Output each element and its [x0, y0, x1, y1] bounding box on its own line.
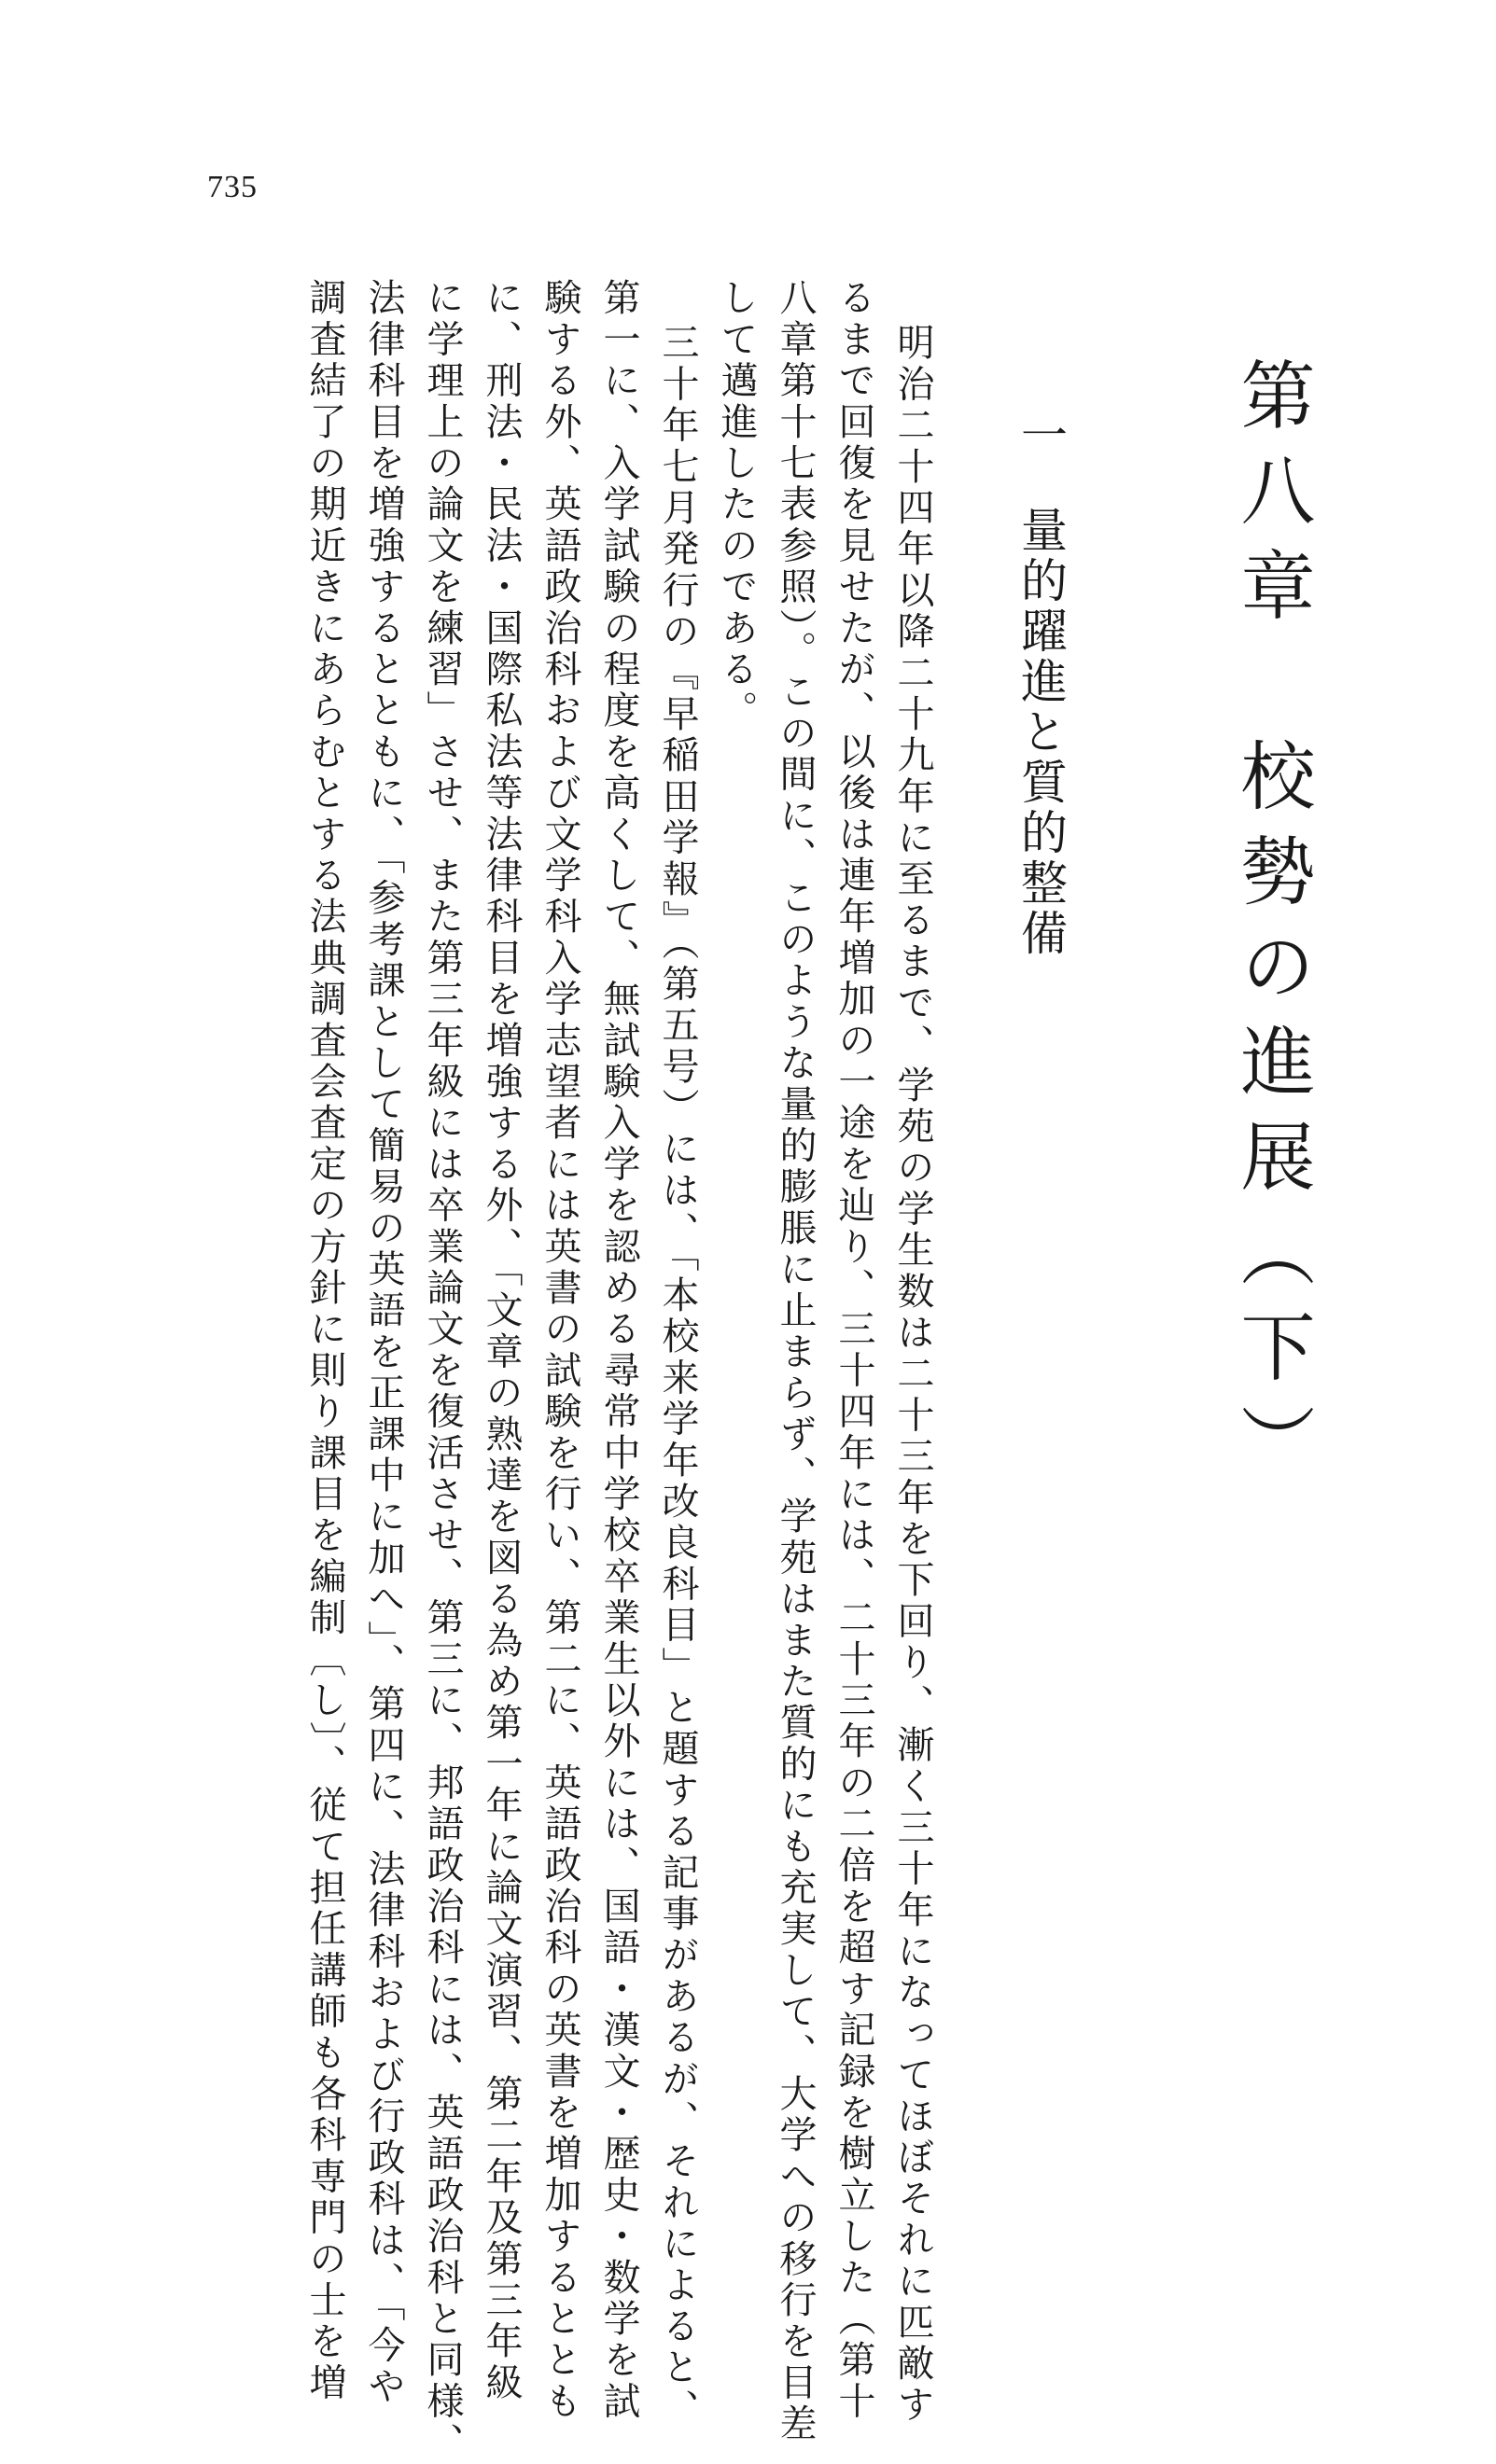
- body-line: 第一に、入学試験の程度を高くして、無試験入学を認める尋常中学校卒業生以外には、国語・漢文・歴史・数学を試: [597, 278, 640, 2423]
- body-line: 験する外、英語政治科および文学科入学志望者には英書の試験を行い、第二に、英語政治科の英書を増加するととも: [538, 278, 581, 2423]
- section-title: 量的躍進と質的整備: [1014, 506, 1068, 959]
- body-line: 法律科目を増強するとともに、「参考課として簡易の英語を正課中に加へ」、第四に、法律科および行政科は、「今や: [362, 278, 405, 2408]
- body-line: 明治二十四年以降二十九年に至るまで、学苑の学生数は二十三年を下回り、漸く三十年になってほぼそれに匹敵す: [891, 323, 934, 2427]
- section-number: 一: [1014, 411, 1068, 457]
- body-line: 調査結了の期近きにあらむとする法典調査会査定の方針に則り課目を編制〔し〕、従て担任講師も各科専門の士を増: [303, 278, 346, 2404]
- page-number: 735: [207, 170, 258, 204]
- body-line: に、刑法・民法・国際私法等法律科目を増強する外、「文章の熟達を図る為め第一年に論文演習、第二年及第三年級: [480, 278, 523, 2404]
- body-line: 八章第十七表参照）。この間に、このような量的膨脹に止まらず、学苑はまた質的にも充実して、大学への移行を目差: [774, 278, 817, 2445]
- section-heading: [1014, 411, 1068, 959]
- body-line: して邁進したのである。: [715, 278, 758, 732]
- body-line: るまで回復を見せたが、以後は連年増加の一途を辿り、三十四年には、二十三年の二倍を超す記録を樹立した（第十: [832, 278, 875, 2423]
- body-line: 三十年七月発行の『早稲田学報』（第五号）には、「本校来学年改良科目」と題する記事があるが、それによると、: [656, 323, 699, 2430]
- chapter-title: 第八章 校勢の進展（下）: [1228, 356, 1315, 1498]
- body-line: に学理上の論文を練習」させ、また第三年級には卒業論文を復活させ、第三に、邦語政治科には、英語政治科と同様、: [421, 278, 464, 2464]
